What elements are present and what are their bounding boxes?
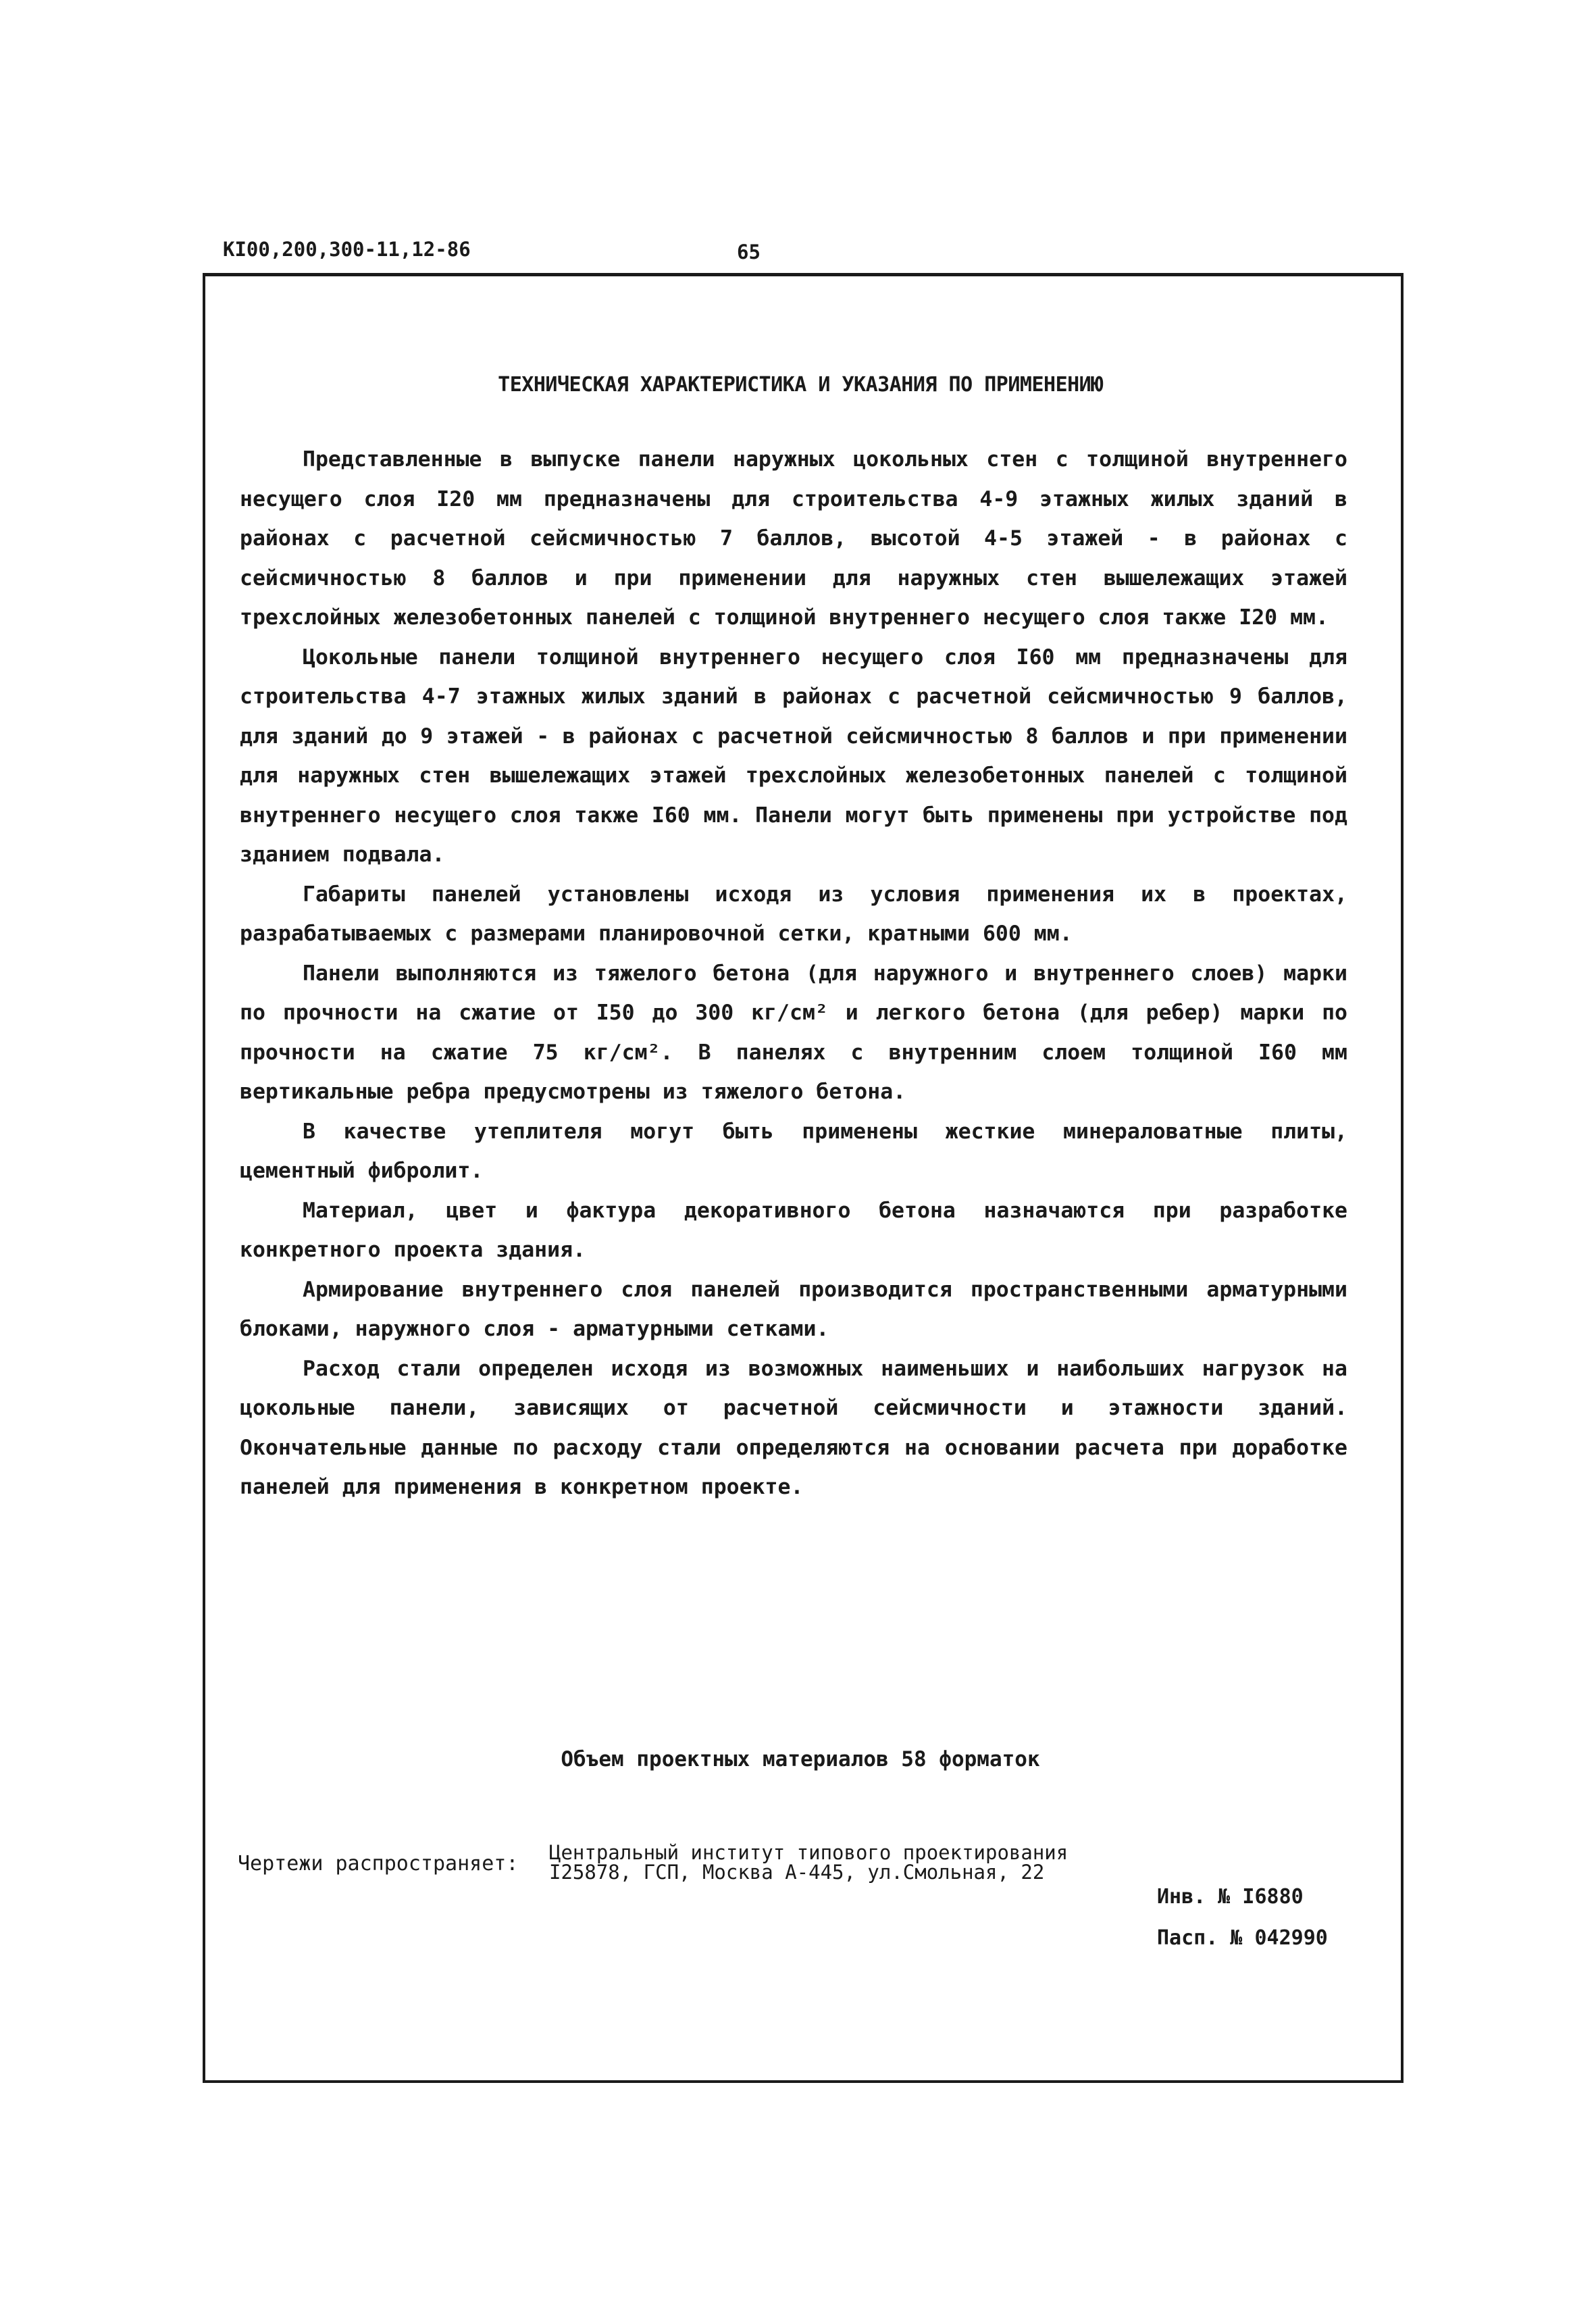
doc-code: КI00,200,300-11,12-86	[223, 238, 471, 261]
paragraph: Расход стали определен исходя из возможных наименьших и наибольших нагрузок на цокольные панели, зависящих от расчетной сейсмичности и этажности зданий. Окончательные данные по расходу стали определяются на основании расчета при доработке панелей для применения в конкретном проекте.	[240, 1356, 1347, 1499]
volume-line: Объем проектных материалов 58 форматок	[561, 1747, 1040, 1771]
org-address: I25878, ГСП, Москва А-445, ул.Смольная, 22	[549, 1861, 1045, 1884]
passport-number: Пасп. № 042990	[1157, 1926, 1328, 1950]
paragraph: Материал, цвет и фактура декоративного бетона назначаются при разработке конкретного проекта здания.	[240, 1198, 1347, 1262]
paragraph: Панели выполняются из тяжелого бетона (для наружного и внутреннего слоев) марки по прочности на сжатие от I50 до 300 кг/см² и легкого бетона (для ребер) марки по прочности на сжатие 75 кг/см². В панелях с внутренним слоем толщиной I60 мм вертикальные ребра предусмотрены из тяжелого бетона.	[240, 961, 1347, 1104]
org-name: Центральный институт типового проектирования	[549, 1841, 1069, 1864]
paragraph: Армирование внутреннего слоя панелей производится пространственными арматурными блоками, наружного слоя - арматурными сетками.	[240, 1277, 1347, 1341]
paragraph: Габариты панелей установлены исходя из условия применения их в проектах, разрабатываемых с размерами планировочной сетки, кратными 600 мм.	[240, 882, 1347, 946]
distribution-org	[549, 1843, 1068, 1882]
paragraph: Представленные в выпуске панели наружных цокольных стен с толщиной внутреннего несущего слоя I20 мм предназначены для строительства 4-9 этажных жилых зданий в районах с расчетной сейсмичностью 7 баллов, высотой 4-5 этажей - в районах с сейсмичностью 8 баллов и при применении для наружных стен вышележащих этажей трехслойных железобетонных панелей с толщиной внутреннего несущего слоя также I20 мм.	[240, 447, 1347, 630]
paragraph: Цокольные панели толщиной внутреннего несущего слоя I60 мм предназначены для строительства 4-7 этажных жилых зданий в районах с расчетной сейсмичностью 9 баллов, для зданий до 9 этажей - в районах с расчетной сейсмичностью 8 баллов и при применении для наружных стен вышележащих этажей трехслойных железобетонных панелей с толщиной внутреннего несущего слоя также I60 мм. Панели могут быть применены при устройстве под зданием подвала.	[240, 645, 1347, 867]
paragraph: В качестве утеплителя могут быть применены жесткие минераловатные плиты, цементный фибролит.	[240, 1119, 1347, 1183]
distribution-label: Чертежи распространяет:	[238, 1852, 519, 1876]
page-title: ТЕХНИЧЕСКАЯ ХАРАКТЕРИСТИКА И УКАЗАНИЯ ПО ПРИМЕНЕНИЮ	[498, 373, 1103, 397]
page-number: 65	[737, 241, 761, 263]
body-text	[240, 440, 1347, 1507]
inventory-number: Инв. № I6880	[1157, 1885, 1304, 1909]
